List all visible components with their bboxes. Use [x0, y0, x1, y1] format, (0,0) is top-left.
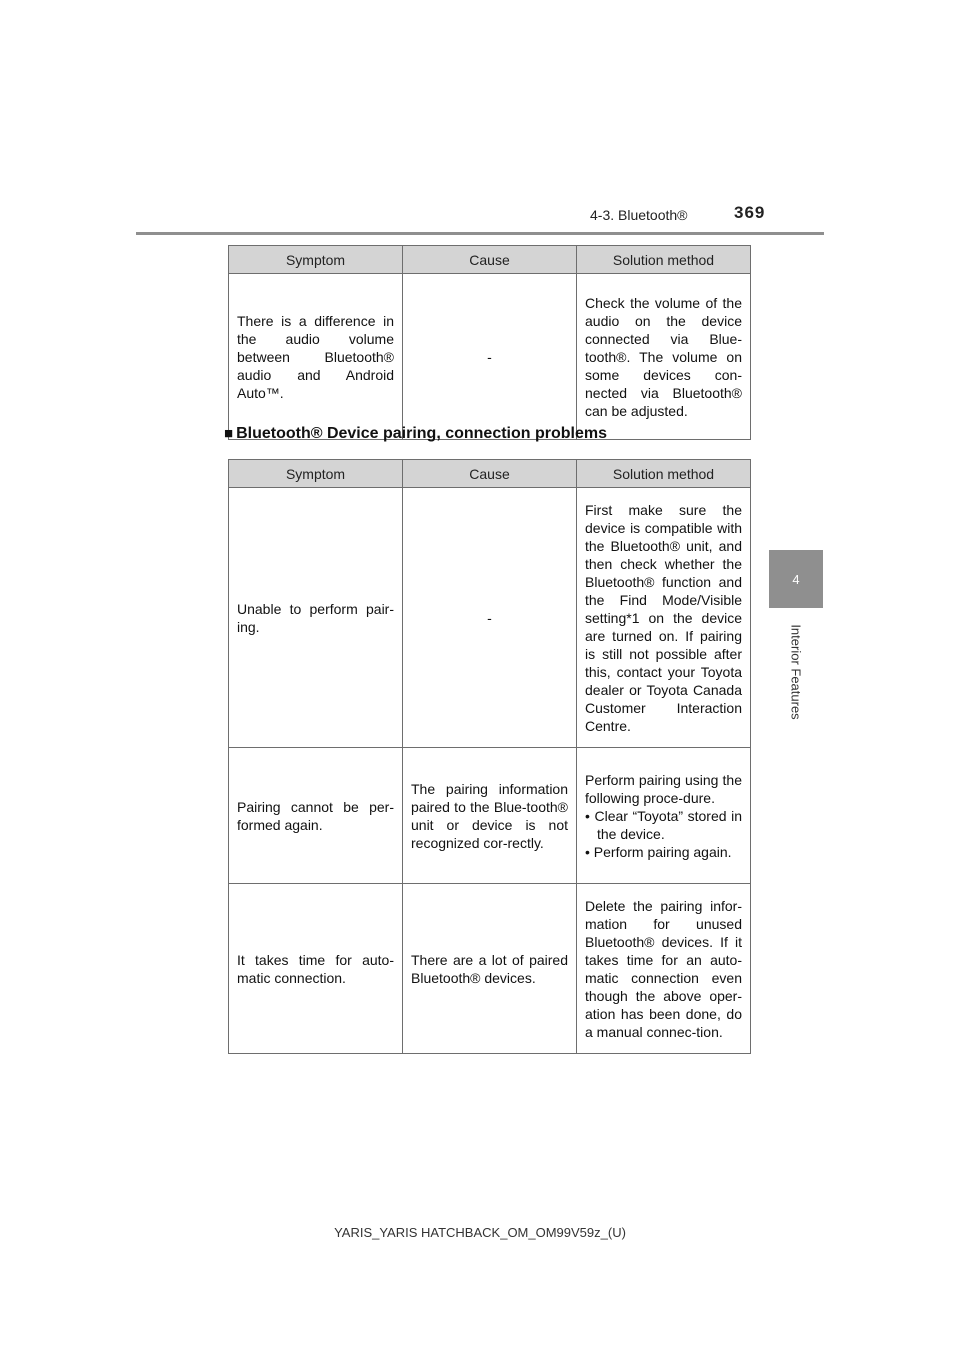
symptom-cell: Pairing cannot be per-formed again. [229, 748, 403, 884]
symptom-cell: It takes time for auto-matic connection. [229, 884, 403, 1054]
pairing-troubleshooting-table [228, 459, 751, 1054]
solution-cell [577, 748, 751, 884]
solution-step: • Clear “Toyota” stored in the device. [585, 807, 742, 842]
cause-cell: - [403, 274, 577, 440]
table-row [229, 748, 751, 884]
table-row [229, 884, 751, 1054]
cause-cell: There are a lot of paired Bluetooth® devices. [403, 884, 577, 1054]
volume-troubleshooting-table [228, 245, 751, 440]
square-bullet-icon: ■ [224, 425, 234, 442]
chapter-title: Interior Features [788, 624, 804, 720]
table-row [229, 488, 751, 748]
section-heading [224, 425, 607, 443]
solution-step: • Perform pairing again. [585, 843, 732, 860]
symptom-cell: Unable to perform pair-ing. [229, 488, 403, 748]
solution-cell: Delete the pairing infor-mation for unused Bluetooth® devices. If it takes time for an auto-matic connection even though the above oper-ation has been done, do a manual connec-tion. [577, 884, 751, 1054]
table-header-row [229, 246, 751, 274]
symptom-cell: There is a difference in the audio volume between Bluetooth® audio and Android Auto™. [229, 274, 403, 440]
cause-cell: The pairing information paired to the Blue-tooth® unit or device is not recognized cor-rectly. [403, 748, 577, 884]
header-rule [136, 232, 824, 235]
table-row [229, 274, 751, 440]
header-solution: Solution method [577, 460, 751, 488]
section-heading-text: Bluetooth® Device pairing, connection problems [236, 425, 608, 442]
solution-cell: First make sure the device is compatible with the Bluetooth® unit, and then check whether the Bluetooth® function and the Find Mode/Visible setting*1 on the device are turned on. If pairing is still not possible after this, contact your Toyota dealer or Toyota Canada Customer Interaction Centre. [577, 488, 751, 748]
document-footer: YARIS_YARIS HATCHBACK_OM_OM99V59z_(U) [334, 1225, 626, 1240]
chapter-tab: 4 [769, 550, 823, 608]
section-title: 4-3. Bluetooth® [590, 207, 688, 223]
solution-cell: Check the volume of the audio on the device connected via Blue-tooth®. The volume on some devices con-nected via Bluetooth® can be adjusted. [577, 274, 751, 440]
solution-intro: Perform pairing using the following proce-dure. [585, 771, 742, 806]
header-solution: Solution method [577, 246, 751, 274]
header-cause: Cause [403, 460, 577, 488]
page-number: 369 [734, 203, 766, 222]
cause-cell: - [403, 488, 577, 748]
header-symptom: Symptom [229, 246, 403, 274]
header-symptom: Symptom [229, 460, 403, 488]
table-header-row [229, 460, 751, 488]
header-cause: Cause [403, 246, 577, 274]
